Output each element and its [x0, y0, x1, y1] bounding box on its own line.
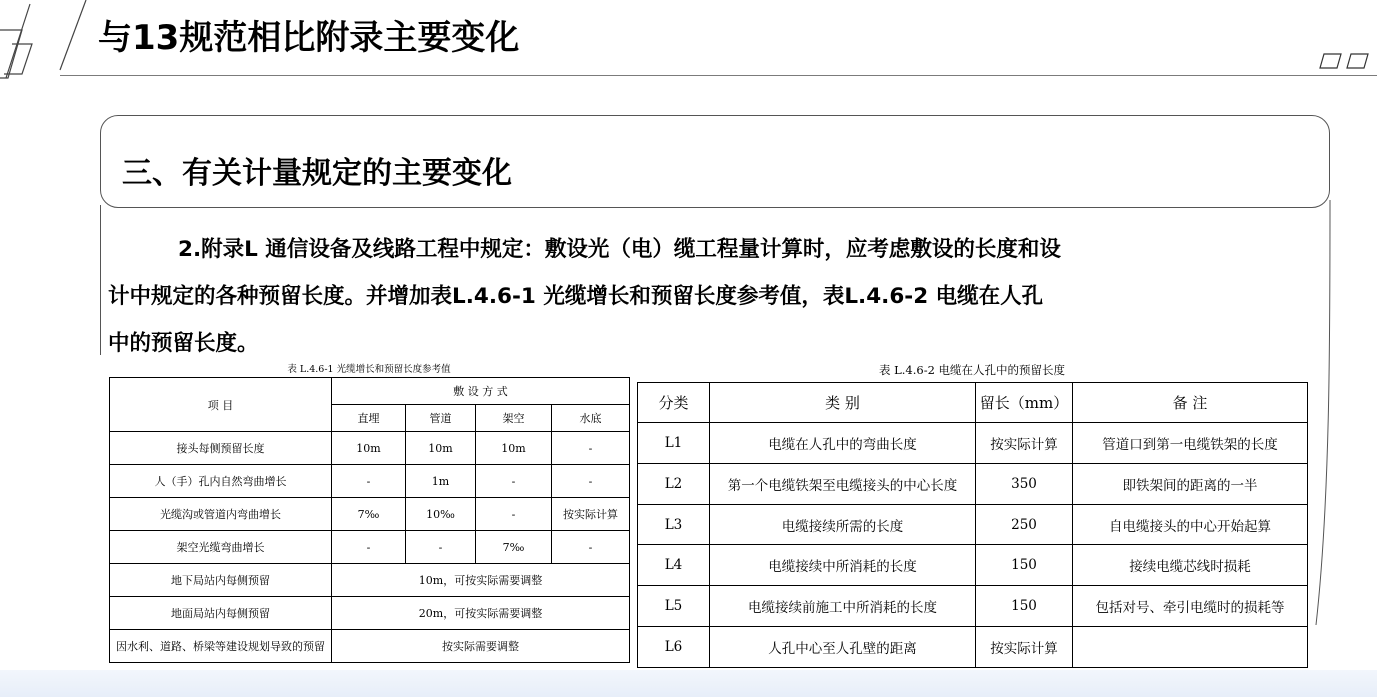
table-cell: 电缆在人孔中的弯曲长度 — [710, 423, 976, 464]
table-row — [638, 586, 1308, 627]
table-cell: - — [552, 432, 630, 465]
table1-row-label: 地下局站内每侧预留 — [110, 564, 332, 597]
table-cell: L3 — [638, 504, 710, 545]
cable-manhole-allowance-table — [637, 382, 1308, 668]
table-cell: L1 — [638, 423, 710, 464]
table-cell: 20m，可按实际需要调整 — [332, 597, 630, 630]
table-cell: 10m — [332, 432, 406, 465]
table-cell: 第一个电缆铁架至电缆接头的中心长度 — [710, 463, 976, 504]
table-cell: 按实际需要调整 — [332, 630, 630, 663]
table-cell — [1073, 627, 1308, 668]
table-cell: - — [476, 498, 552, 531]
table-cell: 电缆接续所需的长度 — [710, 504, 976, 545]
table-row — [638, 504, 1308, 545]
table-cell: 人孔中心至人孔壁的距离 — [710, 627, 976, 668]
table-cell: 电缆接续中所消耗的长度 — [710, 545, 976, 586]
page-title: 与13规范相比附录主要变化 — [98, 18, 520, 58]
parallelogram-pair-icon — [1316, 53, 1372, 69]
section-title: 三、有关计量规定的主要变化 — [122, 156, 512, 191]
table1-header-method: 敷 设 方 式 — [332, 378, 630, 405]
table-cell: L6 — [638, 627, 710, 668]
table1-row-label: 人（手）孔内自然弯曲增长 — [110, 465, 332, 498]
table-row — [110, 498, 630, 531]
table-cell: 150 — [976, 545, 1073, 586]
table1-subheader: 架空 — [476, 405, 552, 432]
paragraph-line-3: 中的预留长度。 — [108, 331, 259, 356]
table-cell: 包括对号、牵引电缆时的损耗等 — [1073, 586, 1308, 627]
header-slash-decoration-icon — [0, 0, 100, 80]
bottom-strip — [0, 670, 1377, 697]
table-cell: L5 — [638, 586, 710, 627]
table-cell: 接续电缆芯线时损耗 — [1073, 545, 1308, 586]
table-row — [638, 627, 1308, 668]
table-cell: 10‰ — [406, 498, 476, 531]
table-row — [110, 465, 630, 498]
table-cell: 250 — [976, 504, 1073, 545]
table-cell: L4 — [638, 545, 710, 586]
table1-row-label: 地面局站内每侧预留 — [110, 597, 332, 630]
table-cell: 即铁架间的距离的一半 — [1073, 463, 1308, 504]
table-row — [638, 423, 1308, 464]
table-row — [110, 597, 630, 630]
table-row — [638, 545, 1308, 586]
table-cell: 150 — [976, 586, 1073, 627]
table-cell: - — [552, 531, 630, 564]
paragraph-line-1: 2.附录L 通信设备及线路工程中规定：敷设光（电）缆工程量计算时，应考虑敷设的长度和设 — [178, 237, 1061, 262]
table2-caption: 表 L.4.6-2 电缆在人孔中的预留长度 — [878, 363, 1066, 377]
table2-header-length: 留长（mm） — [976, 383, 1073, 423]
table1-row-label: 因水利、道路、桥梁等建设规划导致的预留 — [110, 630, 332, 663]
cable-allowance-table — [109, 377, 630, 663]
table1-subheader: 管道 — [406, 405, 476, 432]
table-cell: 自电缆接头的中心开始起算 — [1073, 504, 1308, 545]
table1-row-label: 架空光缆弯曲增长 — [110, 531, 332, 564]
table-cell: 按实际计算 — [976, 423, 1073, 464]
table-row — [110, 564, 630, 597]
table-cell: 按实际计算 — [976, 627, 1073, 668]
table1-subheader: 直埋 — [332, 405, 406, 432]
table2-header-note: 备 注 — [1073, 383, 1308, 423]
table-cell: - — [406, 531, 476, 564]
table-cell: 10m — [406, 432, 476, 465]
table-cell: 7‰ — [476, 531, 552, 564]
table-cell: L2 — [638, 463, 710, 504]
paragraph-line-2: 计中规定的各种预留长度。并增加表L.4.6-1 光缆增长和预留长度参考值，表L.4.6-2 电缆在人孔 — [108, 284, 1044, 309]
table1-subheader: 水底 — [552, 405, 630, 432]
table-row — [110, 432, 630, 465]
table-cell: 10m，可按实际需要调整 — [332, 564, 630, 597]
table-cell: - — [332, 465, 406, 498]
table1-row-label: 光缆沟或管道内弯曲增长 — [110, 498, 332, 531]
table-cell: - — [332, 531, 406, 564]
table2-header-code: 分类 — [638, 383, 710, 423]
table2-header-type: 类 别 — [710, 383, 976, 423]
table-cell: 10m — [476, 432, 552, 465]
table1-caption: 表 L.4.6-1 光缆增长和预留长度参考值 — [287, 364, 451, 375]
table-cell: 电缆接续前施工中所消耗的长度 — [710, 586, 976, 627]
table-cell: 管道口到第一电缆铁架的长度 — [1073, 423, 1308, 464]
table-cell: - — [552, 465, 630, 498]
table-row — [110, 630, 630, 663]
table1-header-item: 项 目 — [110, 378, 332, 432]
header-divider — [60, 75, 1377, 76]
table-cell: 7‰ — [332, 498, 406, 531]
table-cell: 1m — [406, 465, 476, 498]
table-cell: 350 — [976, 463, 1073, 504]
table1-row-label: 接头每侧预留长度 — [110, 432, 332, 465]
description-paragraph — [108, 226, 1320, 367]
table-cell: 按实际计算 — [552, 498, 630, 531]
table-cell: - — [476, 465, 552, 498]
table-row — [110, 531, 630, 564]
table-row — [638, 463, 1308, 504]
content-left-border — [100, 205, 101, 355]
